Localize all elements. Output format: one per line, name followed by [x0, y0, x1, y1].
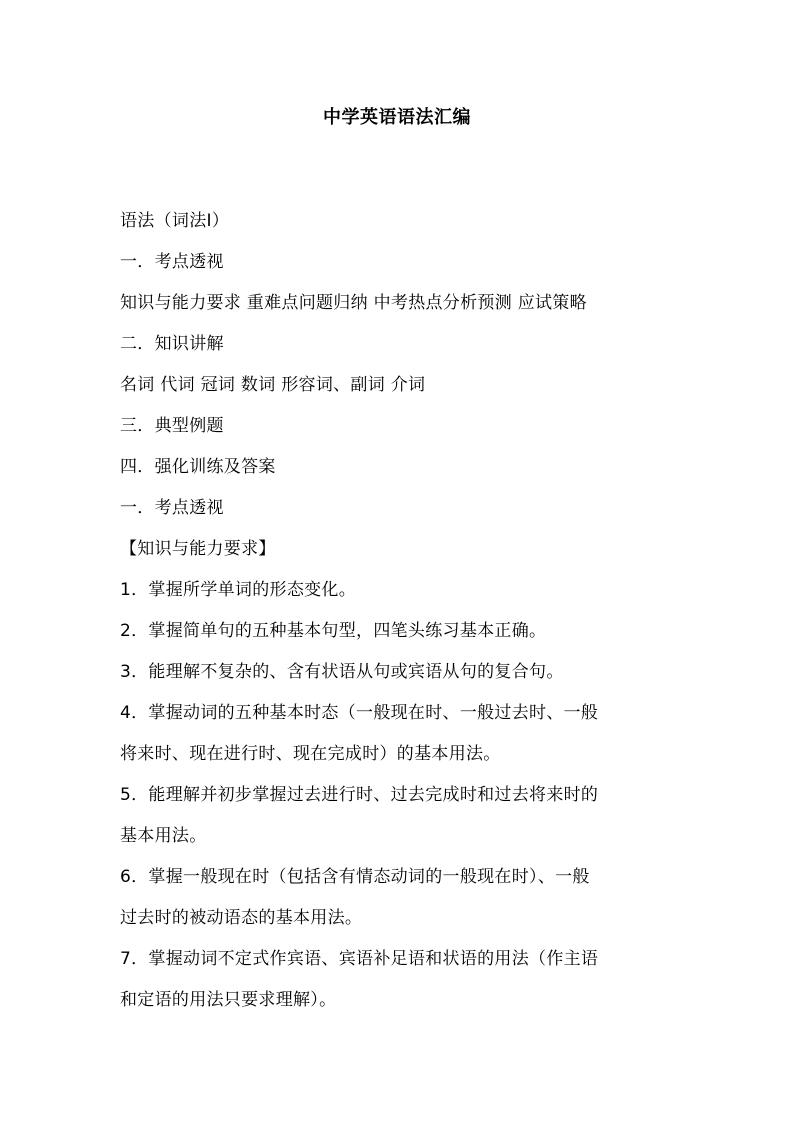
outline-line: 名词 代词 冠词 数词 形容词、副词 介词	[120, 375, 426, 395]
requirement-item-6: 6．掌握一般现在时（包括含有情态动词的一般现在时）、一般	[120, 867, 590, 887]
requirement-item-4-cont: 将来时、现在进行时、现在完成时）的基本用法。	[120, 744, 501, 764]
section-heading-grammar: 语法（词法Ⅰ）	[120, 211, 230, 231]
section-heading-2: 二．知识讲解	[120, 334, 224, 354]
requirement-item-5-cont: 基本用法。	[120, 826, 207, 846]
requirement-item-4: 4．掌握动词的五种基本时态（一般现在时、一般过去时、一般	[120, 703, 599, 723]
requirement-item-2: 2．掌握简单句的五种基本句型，四笔头练习基本正确。	[120, 621, 547, 641]
requirement-item-7: 7．掌握动词不定式作宾语、宾语补足语和状语的用法（作主语	[120, 949, 599, 969]
requirement-item-7-cont: 和定语的用法只要求理解）。	[120, 990, 337, 1010]
requirement-item-5: 5．能理解并初步掌握过去进行时、过去完成时和过去将来时的	[120, 785, 599, 805]
outline-line: 知识与能力要求 重难点问题归纳 中考热点分析预测 应试策略	[120, 293, 587, 313]
section-heading-1: 一．考点透视	[120, 252, 224, 272]
subsection-heading: 【知识与能力要求】	[120, 539, 276, 559]
section-heading-4: 四．强化训练及答案	[120, 457, 276, 477]
section-heading-1-repeat: 一．考点透视	[120, 498, 224, 518]
requirement-item-3: 3．能理解不复杂的、含有状语从句或宾语从句的复合句。	[120, 662, 564, 682]
requirement-item-6-cont: 过去时的被动语态的基本用法。	[120, 908, 363, 928]
document-body	[120, 201, 680, 1021]
document-title: 中学英语语法汇编	[323, 107, 471, 128]
requirement-item-1: 1．掌握所学单词的形态变化。	[120, 580, 357, 600]
section-heading-3: 三．典型例题	[120, 416, 224, 436]
